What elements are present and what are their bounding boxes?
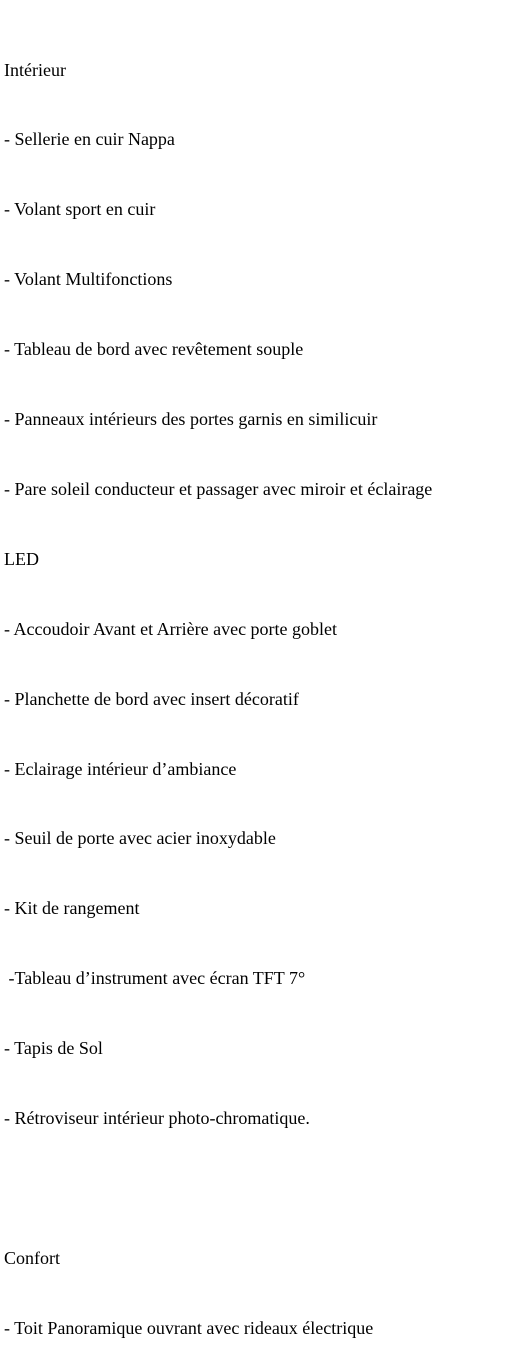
list-item: - Seuil de porte avec acier inoxydable [4,828,276,849]
spacer [4,1177,503,1200]
list-item: - Accoudoir Avant et Arrière avec porte goblet [4,618,338,639]
list-item: -Tableau d’instrument avec écran TFT 7° [4,968,306,989]
list-item: - Panneaux intérieurs des portes garnis en similicuir [4,409,378,430]
list-item: - Kit de rangement [4,898,140,919]
list-item: - Volant sport en cuir [4,199,156,220]
list-item: - Tapis de Sol [4,1038,103,1059]
list-item: - Eclairage intérieur d’ambiance [4,758,237,779]
document-body [4,12,503,1363]
section-heading-interieur: Intérieur [4,59,66,80]
list-item: - Planchette de bord avec insert décoratif [4,688,299,709]
list-item: - Sellerie en cuir Nappa [4,129,175,150]
list-item: - Toit Panoramique ouvrant avec rideaux électrique [4,1317,374,1338]
list-item: - Pare soleil conducteur et passager avec miroir et éclairage [4,478,433,499]
list-item: - Rétroviseur intérieur photo-chromatique. [4,1107,310,1128]
list-item: - Volant Multifonctions [4,269,173,290]
section-heading-confort: Confort [4,1247,60,1268]
list-item: - Tableau de bord avec revêtement souple [4,339,304,360]
list-item-continuation: LED [4,548,39,569]
